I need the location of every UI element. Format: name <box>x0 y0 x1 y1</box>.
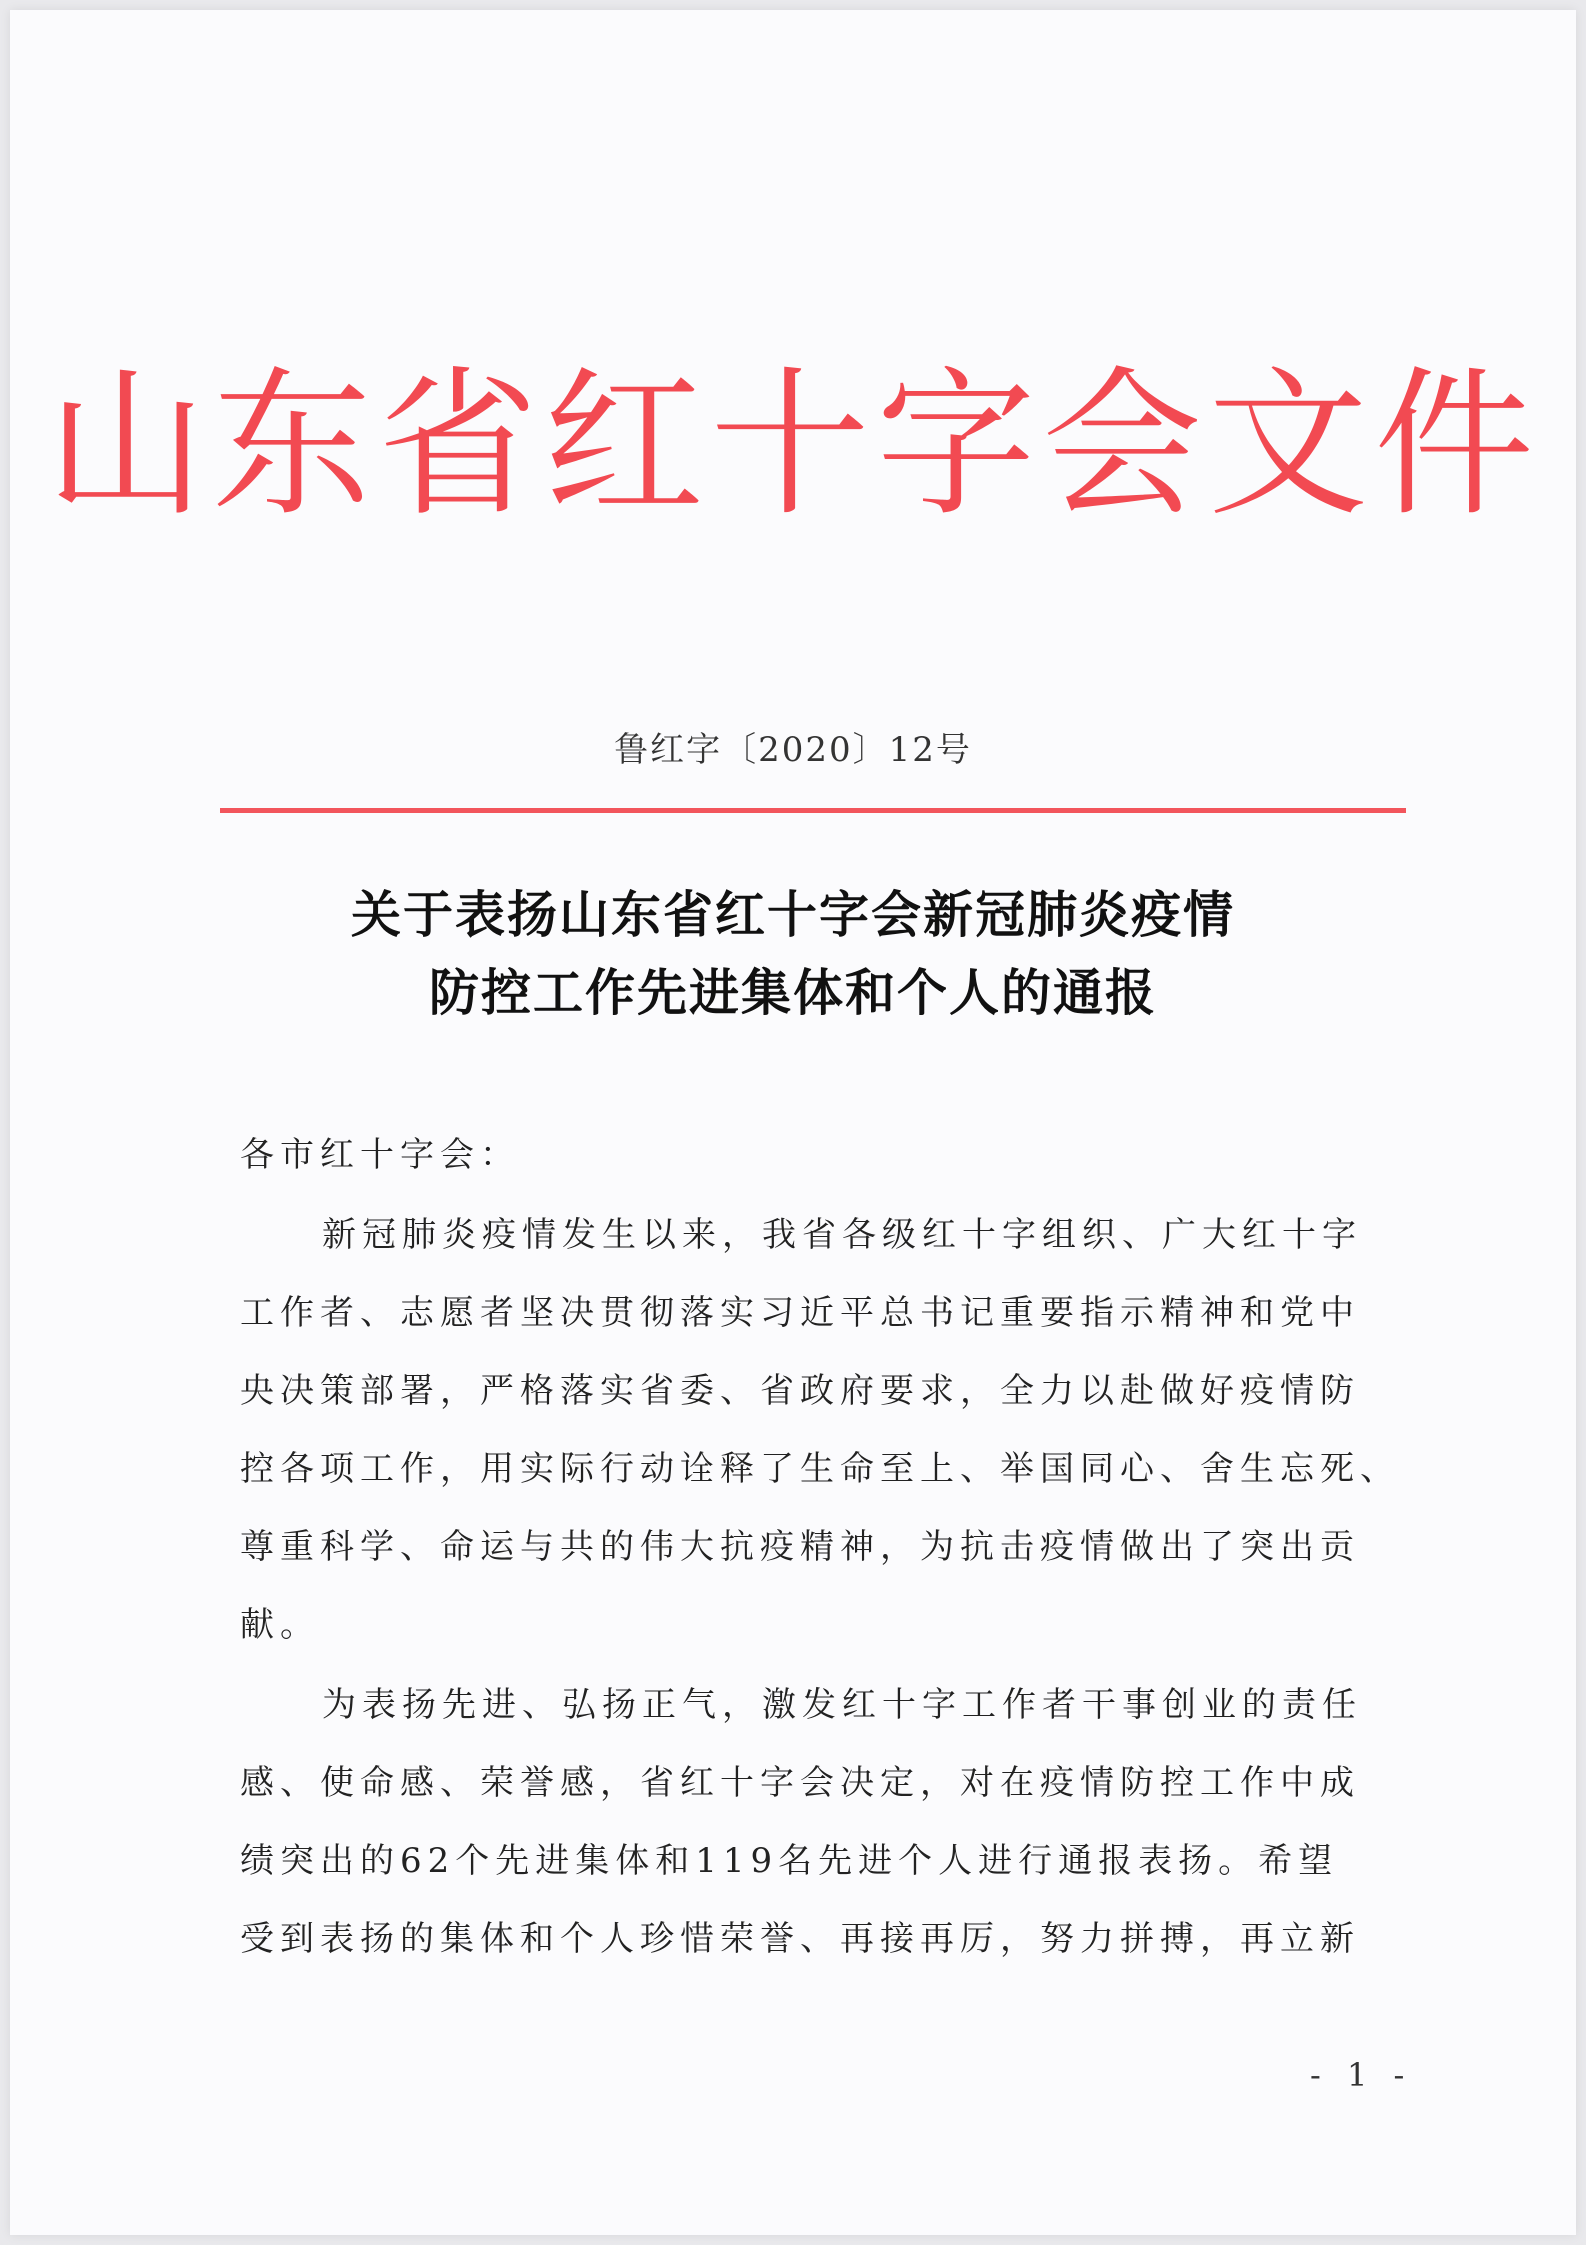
red-divider-line <box>220 808 1406 813</box>
paragraph-1-line-5: 尊重科学、命运与共的伟大抗疫精神，为抗击疫情做出了突出贡 <box>240 1527 1360 1567</box>
paragraph-2-line-3: 绩突出的62个先进集体和119名先进个人进行通报表扬。希望 <box>240 1841 1339 1881</box>
notice-title-line-2: 防控工作先进集体和个人的通报 <box>429 964 1157 1022</box>
paragraph-1-line-2: 工作者、志愿者坚决贯彻落实习近平总书记重要指示精神和党中 <box>240 1293 1360 1333</box>
document-number: 鲁红字〔2020〕12号 <box>614 730 972 770</box>
paragraph-2-line-1: 为表扬先进、弘扬正气，激发红十字工作者干事创业的责任 <box>322 1685 1362 1725</box>
paragraph-1-line-4: 控各项工作，用实际行动诠释了生命至上、举国同心、舍生忘死、 <box>240 1449 1400 1489</box>
paragraph-1-line-6: 献。 <box>240 1605 320 1645</box>
document-page <box>10 10 1576 2235</box>
paragraph-2-line-4: 受到表扬的集体和个人珍惜荣誉、再接再厉，努力拼搏，再立新 <box>240 1919 1360 1959</box>
masthead-title: 山东省红十字会文件 <box>45 351 1540 538</box>
paragraph-1-line-1: 新冠肺炎疫情发生以来，我省各级红十字组织、广大红十字 <box>322 1215 1362 1255</box>
salutation: 各市红十字会： <box>240 1135 520 1175</box>
paragraph-2-line-2: 感、使命感、荣誉感，省红十字会决定，对在疫情防控工作中成 <box>240 1763 1360 1803</box>
page-number: - 1 - <box>1310 2056 1413 2094</box>
paragraph-1-line-3: 央决策部署，严格落实省委、省政府要求，全力以赴做好疫情防 <box>240 1371 1360 1411</box>
notice-title-line-1: 关于表扬山东省红十字会新冠肺炎疫情 <box>351 886 1235 944</box>
